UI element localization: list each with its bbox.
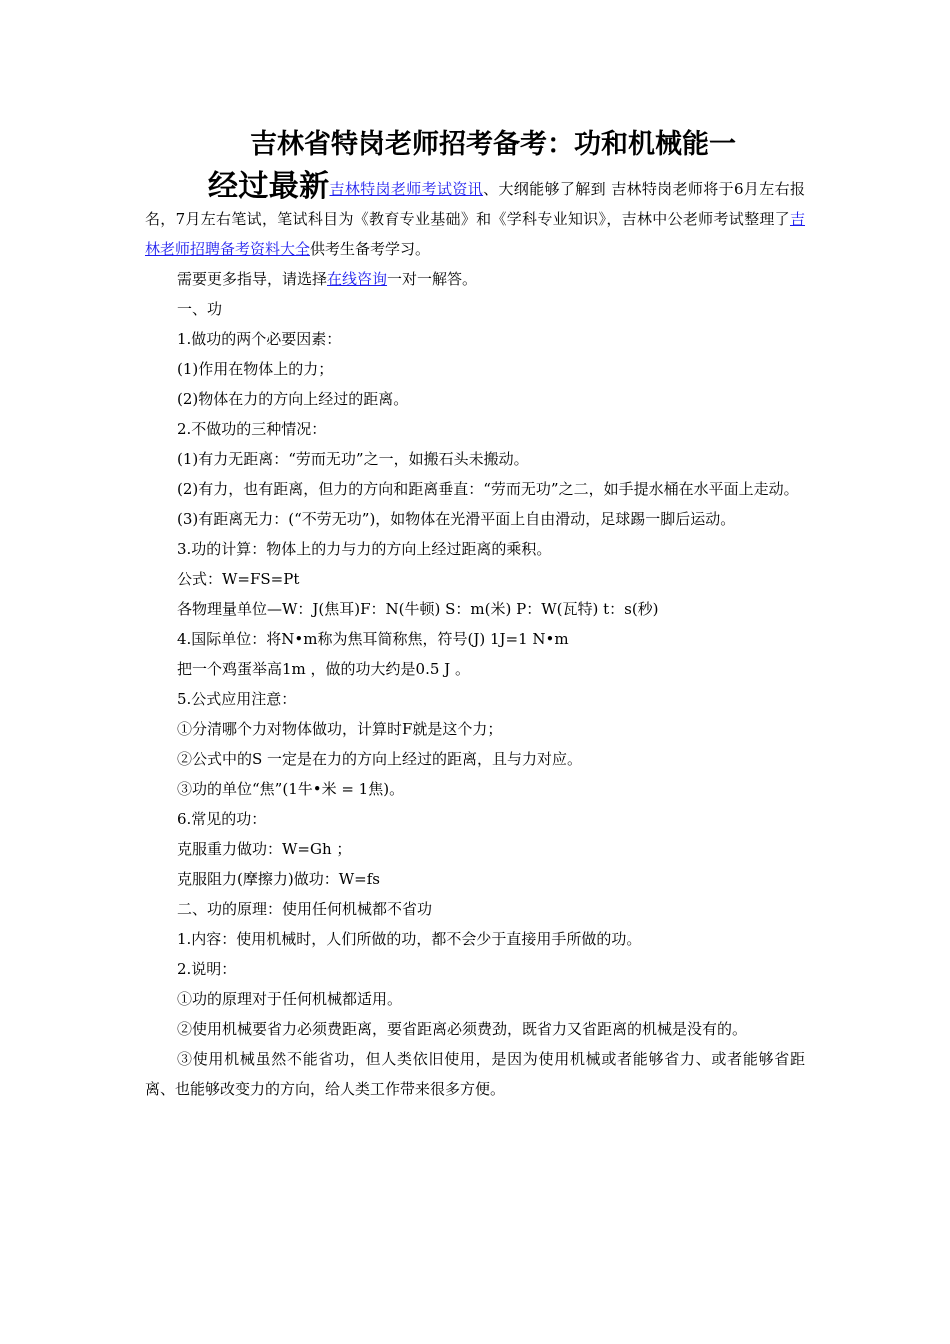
prep-materials-link[interactable]: 吉林老师招聘备考资料大全 bbox=[145, 210, 805, 258]
guide-paragraph bbox=[145, 264, 805, 294]
paragraph-line: 2.不做功的三种情况： bbox=[177, 420, 327, 438]
paragraph-line: 1.做功的两个必要因素： bbox=[177, 330, 342, 348]
paragraph-line: 5.公式应用注意： bbox=[177, 690, 297, 708]
paragraph-line: ②公式中的S 一定是在力的方向上经过的距离，且与力对应。 bbox=[177, 750, 583, 768]
paragraph-line: 把一个鸡蛋举高1m ，做的功大约是0.5 J 。 bbox=[177, 660, 470, 678]
paragraph-line: (3)有距离无力：(“不劳无功”)，如物体在光滑平面上自由滑动，足球踢一脚后运动。 bbox=[177, 510, 736, 528]
guide-text-after: 一对一解答。 bbox=[387, 270, 478, 288]
paragraph-line: ②使用机械要省力必须费距离，要省距离必须费劲，既省力又省距离的机械是没有的。 bbox=[177, 1020, 748, 1038]
intro-text-2: 供考生备考学习。 bbox=[310, 240, 431, 258]
intro-big-text: 经过最新 bbox=[208, 169, 330, 204]
paragraph-line: ③功的单位“焦”(1牛•米 = 1焦)。 bbox=[177, 780, 405, 798]
intro-paragraph bbox=[145, 169, 805, 264]
paragraph-line: 4.国际单位：将N•m称为焦耳简称焦，符号(J) 1J=1 N•m bbox=[177, 630, 569, 648]
paragraph-line: ③使用机械虽然不能省功，但人类依旧使用，是因为使用机械或者能够省力、或者能够省距离、也能够改变力的方向，给人类工作带来很多方便。 bbox=[145, 1050, 805, 1098]
paragraph-line: (2)有力，也有距离，但力的方向和距离垂直：“劳而无功”之二，如手提水桶在水平面上走动。 bbox=[177, 480, 799, 498]
guide-text-before: 需要更多指导，请选择 bbox=[177, 270, 328, 288]
formula-line: 克服重力做功：W=Gh ； bbox=[177, 840, 352, 858]
online-consult-link[interactable]: 在线咨询 bbox=[327, 270, 388, 288]
paragraph-line: (1)有力无距离：“劳而无功”之一，如搬石头未搬动。 bbox=[177, 450, 529, 468]
formula-line: 克服阻力(摩擦力)做功：W=fs bbox=[177, 870, 380, 888]
paragraph-line: 2.说明： bbox=[177, 960, 237, 978]
paragraph-line: 6.常见的功： bbox=[177, 810, 267, 828]
section-heading-principle: 二、功的原理：使用任何机械都不省功 bbox=[177, 900, 433, 918]
intro-text-1: 、大纲能够了解到 吉林特岗老师将于6月左右报名，7月左右笔试，笔试科目为《教育专业基础》和《学科专业知识》，吉林中公老师考试整理了 bbox=[145, 180, 805, 228]
exam-news-link[interactable]: 吉林特岗老师考试资讯 bbox=[329, 180, 484, 198]
paragraph-line: 3.功的计算：物体上的力与力的方向上经过距离的乘积。 bbox=[177, 540, 552, 558]
section-heading-work: 一、功 bbox=[177, 300, 223, 318]
formula-line: 公式：W=FS=Pt bbox=[177, 570, 300, 588]
paragraph-line: ①分清哪个力对物体做功，计算时F就是这个力； bbox=[177, 720, 503, 738]
paragraph-line: (1)作用在物体上的力； bbox=[177, 360, 334, 378]
document-title: 吉林省特岗老师招考备考：功和机械能一 bbox=[250, 129, 736, 160]
paragraph-line: (2)物体在力的方向上经过的距离。 bbox=[177, 390, 409, 408]
document-page bbox=[145, 118, 805, 1104]
paragraph-line: ①功的原理对于任何机械都适用。 bbox=[177, 990, 403, 1008]
units-line: 各物理量单位—W：J(焦耳)F：N(牛顿) S：m(米) P：W(瓦特) t：s(秒) bbox=[177, 600, 659, 618]
paragraph-line: 1.内容：使用机械时，人们所做的功，都不会少于直接用手所做的功。 bbox=[177, 930, 642, 948]
